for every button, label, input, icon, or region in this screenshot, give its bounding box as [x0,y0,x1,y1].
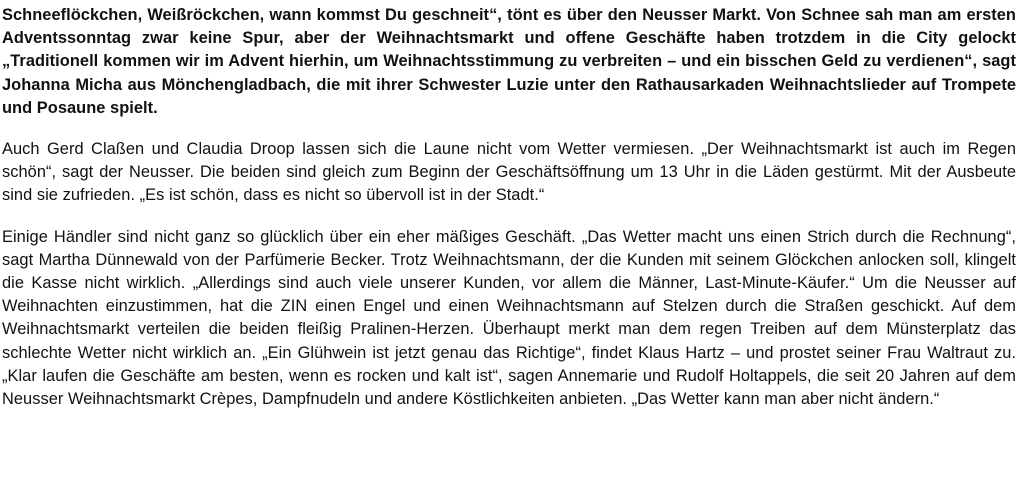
body-paragraph: Auch Gerd Claßen und Claudia Droop lassen sich die Laune nicht vom Wetter vermiesen. „Der Weihnachtsmarkt ist auch im Regen schön“, sagt der Neusser. Die beiden sind gleich zum Beginn der Geschäftsöffnung um 13 Uhr in die Läden gestürmt. Mit der Ausbeute sind sie zufrieden. „Es ist schön, dass es nicht so übervoll ist in der Stadt.“ [2,140,1016,205]
body-paragraph: Einige Händler sind nicht ganz so glücklich über ein eher mäßiges Geschäft. „Das Wetter macht uns einen Strich durch die Rechnung“, sagt Martha Dünnewald von der Parfümerie Becker. Trotz Weihnachtsmann, der die Kunden mit seinem Glöckchen anlocken soll, klingelt die Kasse nicht wirklich. „Allerdings sind auch viele unserer Kunden, vor allem die Männer, Last-Minute-Käufer.“ Um die Neusser auf Weihnachten einzustimmen, hat die ZIN einen Engel und einen Weihnachtsmann auf Stelzen durch die Straßen geschickt. Auf dem Weihnachtsmarkt verteilen die beiden fleißig Pralinen-Herzen. Überhaupt merkt man dem regen Treiben auf dem Münsterplatz das schlechte Wetter nicht wirklich an. „Ein Glühwein ist jetzt genau das Richtige“, findet Klaus Hartz – und prostet seiner Frau Waltraut zu. „Klar laufen die Geschäfte am besten, wenn es rocken und kalt ist“, sagen Annemarie und Rudolf Holtappels, die seit 20 Jahren auf dem Neusser Weihnachtsmarkt Crèpes, Dampfnudeln und andere Köstlichkeiten anbieten. „Das Wetter kann man aber nicht ändern.“ [2,227,1016,409]
lead-paragraph: Schneeflöckchen, Weißröckchen, wann kommst Du geschneit“, tönt es über den Neusser Markt. Von Schnee sah man am ersten Adventssonntag zwar keine Spur, aber der Weihnachtsmarkt und offene Geschäfte haben trotzdem in die City gelockt „Traditionell kommen wir im Advent hierhin, um Weihnachtsstimmung zu verbreiten – und ein bisschen Geld zu verdienen“, sagt Johanna Micha aus Mönchengladbach, die mit ihrer Schwester Luzie unter den Rathausarkaden Weihnachtslieder auf Trompete und Posaune spielt. [2,6,1016,117]
